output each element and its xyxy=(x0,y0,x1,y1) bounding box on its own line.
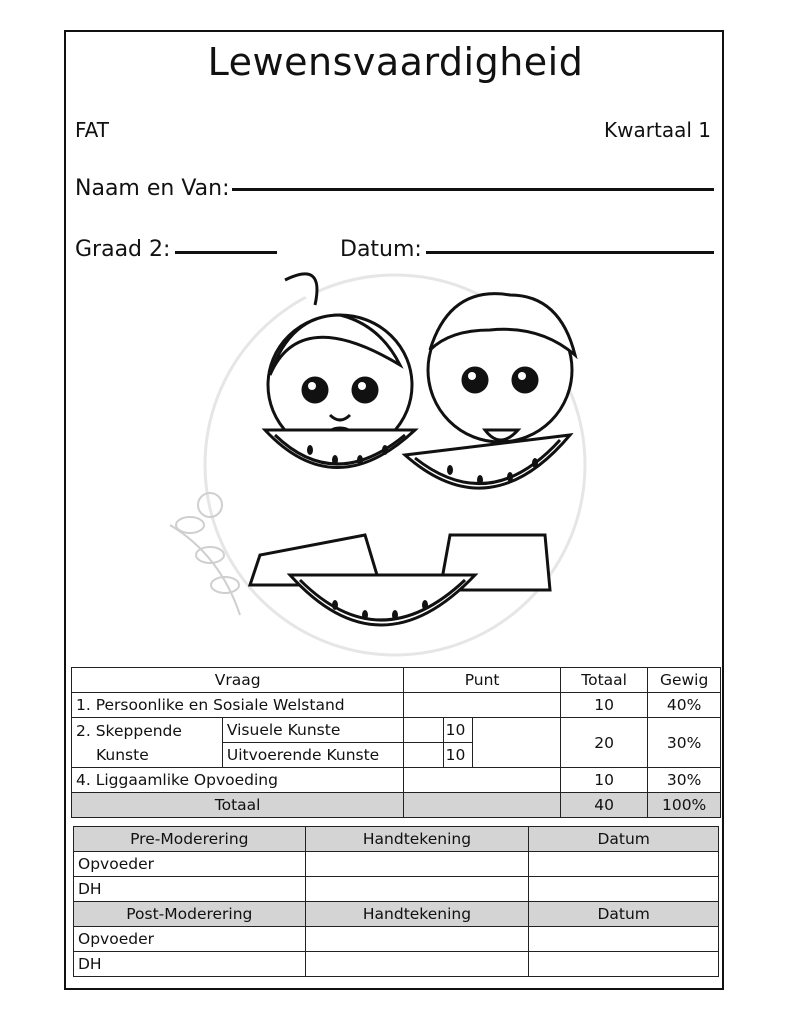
marks-table xyxy=(71,667,721,818)
pre-educator-signature[interactable] xyxy=(305,852,529,877)
row3-total: 10 xyxy=(560,768,647,793)
pre-dh-date[interactable] xyxy=(529,877,719,902)
name-label: Naam en Van: xyxy=(75,176,230,201)
row1-weight: 40% xyxy=(648,693,721,718)
total-mark-cell[interactable] xyxy=(404,793,561,818)
row2-weight: 30% xyxy=(648,718,721,768)
total-label: Totaal xyxy=(72,793,404,818)
post-date-header: Datum xyxy=(529,902,719,927)
row2-question-line2: Kunste xyxy=(96,745,149,764)
moderation-table xyxy=(73,826,719,977)
pre-educator-date[interactable] xyxy=(529,852,719,877)
row2-sub2-label: Uitvoerende Kunste xyxy=(222,743,403,768)
header-mark: Punt xyxy=(404,668,561,693)
total-total: 40 xyxy=(560,793,647,818)
row1-mark-cell[interactable] xyxy=(404,693,561,718)
pre-dh-signature[interactable] xyxy=(305,877,529,902)
row1-question: 1. Persoonlike en Sosiale Welstand xyxy=(72,693,404,718)
grade-field[interactable] xyxy=(175,251,277,254)
row2-sub1-mark: 10 xyxy=(443,718,472,743)
row2-sub1-label: Visuele Kunste xyxy=(222,718,403,743)
fat-label: FAT xyxy=(75,118,110,142)
pre-educator-label: Opvoeder xyxy=(74,852,306,877)
header-question: Vraag xyxy=(72,668,404,693)
row3-weight: 30% xyxy=(648,768,721,793)
row2-mark-cell[interactable] xyxy=(472,718,560,768)
row3-question: 4. Liggaamlike Opvoeding xyxy=(72,768,404,793)
name-field[interactable] xyxy=(232,188,714,191)
post-dh-label: DH xyxy=(74,952,306,977)
post-signature-header: Handtekening xyxy=(305,902,529,927)
header-total: Totaal xyxy=(560,668,647,693)
post-educator-date[interactable] xyxy=(529,927,719,952)
post-educator-label: Opvoeder xyxy=(74,927,306,952)
grade-label: Graad 2: xyxy=(75,237,171,262)
date-label: Datum: xyxy=(340,237,422,262)
children-eating-watermelon-icon xyxy=(150,255,630,675)
row1-total: 10 xyxy=(560,693,647,718)
row2-question-line1: 2. Skeppende xyxy=(76,721,182,740)
term-label: Kwartaal 1 xyxy=(604,118,711,142)
pre-dh-label: DH xyxy=(74,877,306,902)
row2-question xyxy=(72,718,223,768)
header-weight: Gewig xyxy=(648,668,721,693)
row2-sub1-blank[interactable] xyxy=(404,718,443,743)
pre-date-header: Datum xyxy=(529,827,719,852)
total-weight: 100% xyxy=(648,793,721,818)
post-dh-signature[interactable] xyxy=(305,952,529,977)
post-dh-date[interactable] xyxy=(529,952,719,977)
date-field[interactable] xyxy=(426,251,714,254)
post-educator-signature[interactable] xyxy=(305,927,529,952)
row2-sub2-mark: 10 xyxy=(443,743,472,768)
row3-mark-cell[interactable] xyxy=(404,768,561,793)
pre-signature-header: Handtekening xyxy=(305,827,529,852)
post-moderation-title: Post-Moderering xyxy=(74,902,306,927)
page-title: Lewensvaardigheid xyxy=(207,40,584,84)
row2-total: 20 xyxy=(560,718,647,768)
row2-sub2-blank[interactable] xyxy=(404,743,443,768)
pre-moderation-title: Pre-Moderering xyxy=(74,827,306,852)
